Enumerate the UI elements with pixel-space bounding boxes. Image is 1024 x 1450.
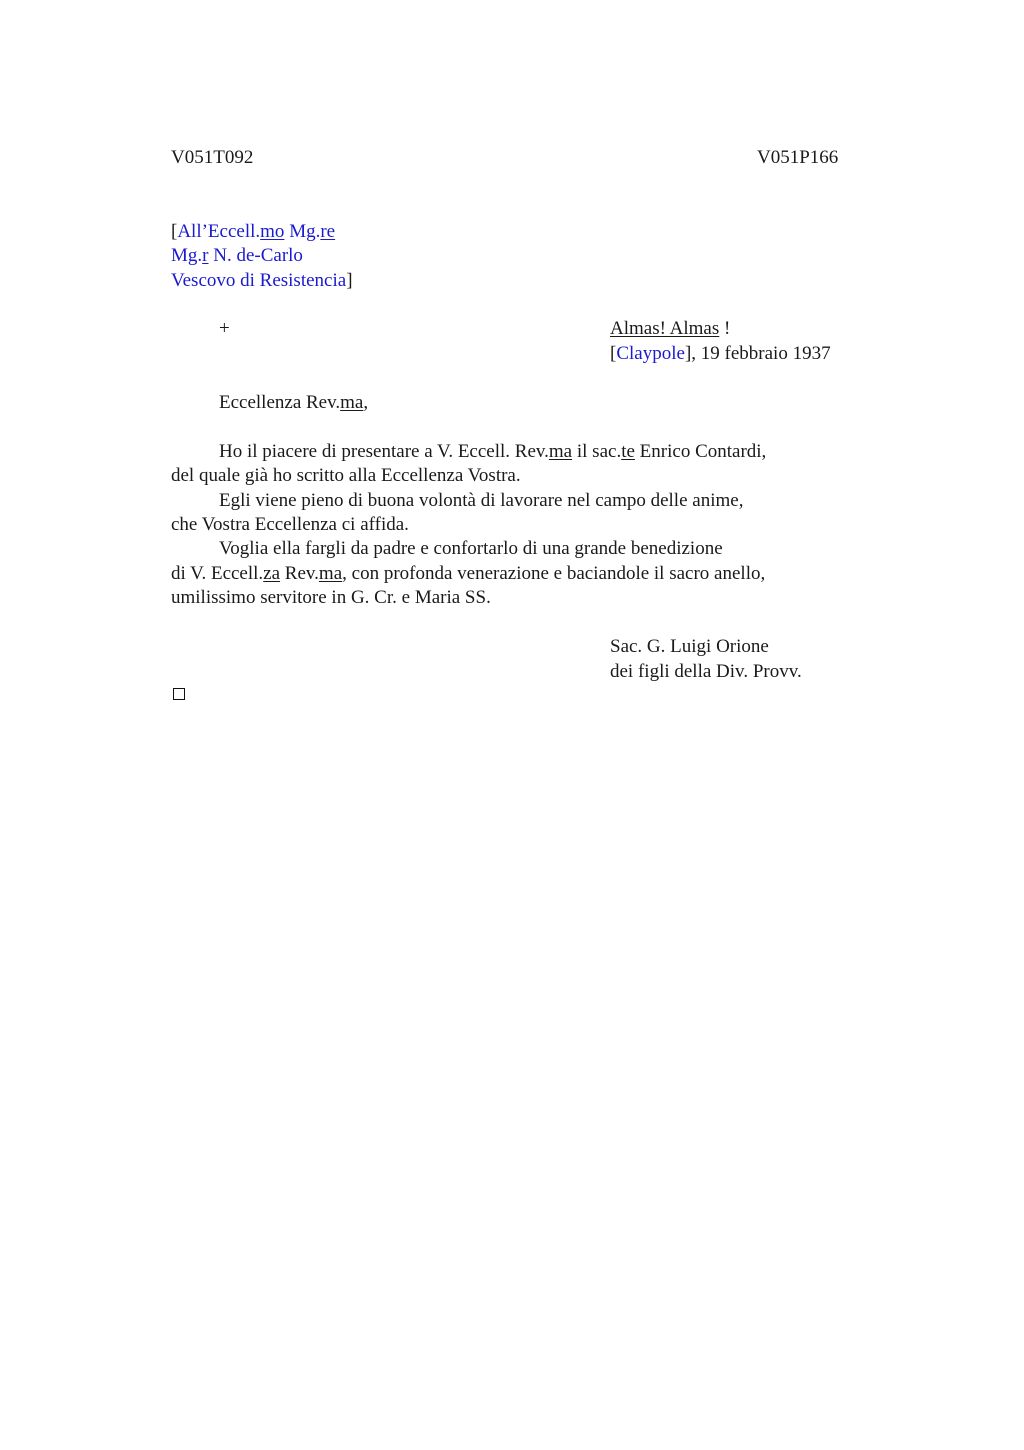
salutation-abbr: ma	[340, 392, 364, 413]
address-close-bracket: ]	[346, 270, 353, 291]
body-text: Ho il piacere di presentare a V. Eccell. Rev.	[219, 441, 549, 462]
body-text: Enrico Contardi,	[634, 441, 767, 462]
body-p2-line2: che Vostra Eccellenza ci affida.	[171, 514, 409, 535]
address-recipient-name: N. de-Carlo	[208, 245, 303, 266]
document-code-right: V051P166	[757, 147, 839, 168]
signature-line-1: Sac. G. Luigi Orione	[610, 636, 769, 657]
address-abbr-r: r	[202, 245, 209, 266]
place-name: Claypole	[616, 343, 685, 364]
body-text: , con profonda venerazione e baciandole il sacro anello,	[342, 563, 766, 584]
body-p3-line2	[171, 562, 765, 586]
address-line-2	[171, 244, 303, 268]
place-open-bracket: [	[610, 343, 617, 364]
signature-line-2: dei figli della Div. Provv.	[610, 661, 802, 682]
address-mg-2: Mg.	[171, 245, 203, 266]
body-abbr: ma	[318, 563, 343, 584]
motto-suffix: !	[719, 318, 731, 339]
address-line-3	[171, 269, 353, 293]
address-title: All’Eccell.	[177, 221, 261, 242]
address-abbr-mo: mo	[260, 221, 285, 242]
body-text: di V. Eccell.	[171, 563, 264, 584]
end-marker-box	[173, 688, 185, 700]
address-open-bracket: [	[171, 221, 178, 242]
motto-text: Almas! Almas	[610, 318, 720, 339]
salutation	[219, 391, 368, 415]
salutation-comma: ,	[363, 392, 369, 413]
salutation-text: Eccellenza Rev.	[219, 392, 341, 413]
body-p1-line1	[219, 440, 766, 464]
address-abbr-re: re	[320, 221, 336, 242]
date-text: ], 19 febbraio 1937	[684, 343, 831, 364]
document-code-left: V051T092	[171, 147, 254, 168]
address-mg: Mg.	[284, 221, 321, 242]
address-recipient-role: Vescovo di Resistencia	[171, 270, 347, 291]
body-abbr: ma	[548, 441, 573, 462]
body-p3-line1: Voglia ella fargli da padre e confortarlo di una grande benedizione	[219, 538, 723, 559]
body-abbr: za	[263, 563, 281, 584]
place-date	[610, 342, 831, 366]
body-text: il sac.	[572, 441, 622, 462]
body-p2-line1: Egli viene pieno di buona volontà di lavorare nel campo delle anime,	[219, 490, 744, 511]
cross-mark: +	[219, 318, 230, 339]
body-p3-line3: umilissimo servitore in G. Cr. e Maria SS.	[171, 587, 491, 608]
body-text: Rev.	[280, 563, 319, 584]
motto	[610, 317, 730, 341]
body-p1-line2: del quale già ho scritto alla Eccellenza Vostra.	[171, 465, 521, 486]
body-abbr: te	[621, 441, 635, 462]
address-line-1	[171, 220, 335, 244]
